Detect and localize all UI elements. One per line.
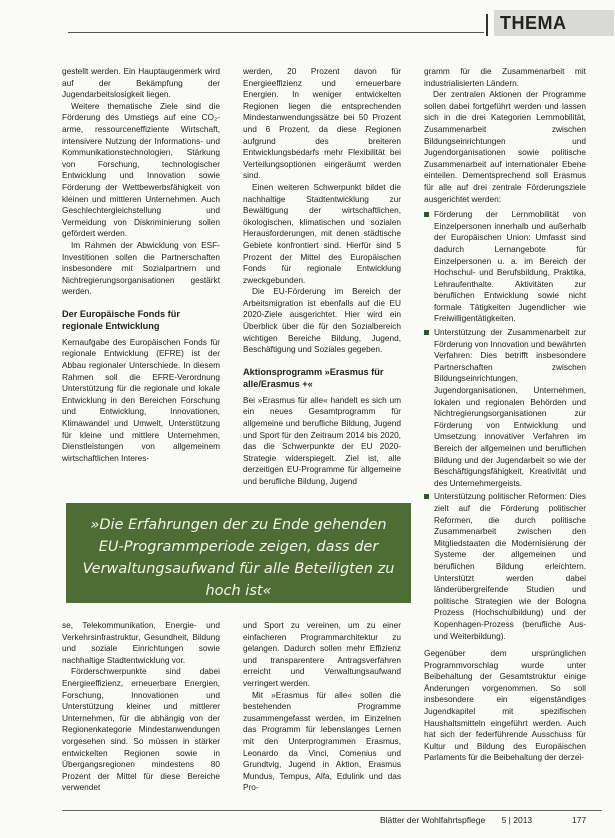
paragraph: Der zentralen Aktionen der Programme sollen dabei fortgeführt werden und lassen sich in die drei Kategorien Lernmobilität, Zusammenarbeit zwischen Bildungseinrichtungen und Jugendorganisationen sowie politische Zusammenarbeit auf internationaler Ebene einteilen. Dementsprechend soll Erasmus für alle auf drei zentrale Förderungsziele ausgerichtet werden:	[424, 89, 586, 204]
column-3	[424, 66, 586, 764]
column-2-lower	[243, 620, 401, 794]
section-label: THEMA	[494, 10, 614, 36]
footer-rule	[62, 810, 602, 811]
paragraph: werden, 20 Prozent davon für Energieeffizienz und erneuerbare Energien. In weniger entwickelten Regionen liegen die entsprechenden Mindestanwendungssätze bei 50 Prozent und 6 Prozent, da diese Regionen aufgrund des breiteren Entwicklungsbedarfs mehr Flexibilität bei Verteilungsoptionen eingeräumt werden sind.	[243, 66, 401, 181]
paragraph: gramm für die Zusammenarbeit mit industrialisierten Ländern.	[424, 66, 586, 88]
paragraph: und Sport zu vereinen, um zu einer einfacheren Programmarchitektur zu gelangen. Dadurch sollen mehr Effizienz und transparentere Antragsverfahren erreicht und Verwaltungsaufwand verringert werden.	[243, 620, 401, 688]
paragraph: se, Telekommunikation, Energie- und Verkehrsinfrastruktur, Gesundheit, Bildung und soziale Einrichtungen sowie nachhaltige Stadtentwicklung vor.	[62, 620, 220, 665]
pull-quote	[66, 503, 411, 603]
paragraph: Förderschwerpunkte sind dabei Energieeffizienz, erneuerbare Energien, Forschung, Innovationen und Unterstützung kleiner und mittlerer Unternehmen, für die abhängig von der Regionenkategorie Mindestanwendungen vorgesehen sind. So müssen in stärker entwickelten Regionen sowie in Übergangsregionen mindestens 80 Prozent der Mittel für diese Bereiche verwendet	[62, 666, 220, 793]
section-heading: Aktionsprogramm »Erasmus für alle/Erasmus +«	[243, 366, 384, 389]
paragraph: Mit »Erasmus für alle« sollen die bestehenden Programme zusammengefasst werden, im Einzelnen das Programm für lebenslanges Lernen mit den Unterprogrammen Erasmus, Leonardo da Vinci, Comenius und Grundtvig, Jugend in Aktion, Erasmus Mundus, Tempus, Alfa, Edulink und das Pro-	[243, 689, 401, 793]
list-item: Unterstützung politischer Reformen: Dies zielt auf die Förderung politischer Reformen, die durch politische Zusammenarbeit zwischen den Mitgliedstaaten die Modernisierung der Systeme der allgemeinen und beruflichen Bildung erleichtern. Unterstützt werden dabei länderübergreifende Studien und politische Strategien wie der Bologna Prozess (Hochschulbildung) und der Kopenhagen-Prozess (berufliche Aus- und Weiterbildung).	[424, 491, 586, 642]
column-1-lower	[62, 620, 220, 794]
column-1	[62, 66, 220, 464]
paragraph: Gegenüber dem ursprünglichen Programmvorschlag wurde unter Beibehaltung der Gesamtstruktur einige Änderungen vorgenommen. So soll insbesondere ein eigenständiges Jugendkapitel mit spezifischen Haushaltsmitteln eingeführt werden. Auch hat sich der federführende Ausschuss für Kultur und Bildung des Europäischen Parlaments für die Beibehaltung der derzei-	[424, 648, 586, 763]
pull-quote-text: »Die Erfahrungen der zu Ende gehenden EU-Programmperiode zeigen, dass der Verwaltungsaufwand für alle Beteiligten zu hoch ist«	[82, 517, 395, 599]
paragraph: gestellt werden. Ein Hauptaugenmerk wird auf der Bekämpfung der Jugendarbeitslosigkeit liegen.	[62, 66, 220, 100]
paragraph: Die EU-Förderung im Bereich der Arbeitsmigration ist ebenfalls auf die EU 2020-Ziele ausgerichtet. Hier wird ein Überblick über die für den Sozialbereich wichtigen Bereiche Bildung, Jugend, Beschäftigung und Soziales gegeben.	[243, 286, 401, 355]
paragraph: Weitere thematische Ziele sind die Förderung des Umstiegs auf eine CO₂-arme, ressourceneffiziente Wirtschaft, intensivere Nutzung der Informations- und Kommunikationstechnologien, Stärkung von Forschung, technologischer Entwicklung und Innovation sowie Förderung der Wettbewerbsfähigkeit von kleinen und mittleren Unternehmen. Auch Geschlechtergleichstellung und Vermeidung von Diskriminierung sollen gefördert werden.	[62, 100, 220, 239]
column-2	[243, 66, 401, 488]
bullet-list	[424, 209, 586, 642]
paragraph: Im Rahmen der Abwicklung von ESF-Investitionen sollen die Partnerschaften insbesondere mit Sozialpartnern und Nichtregierungsorganisationen gestärkt werden.	[62, 239, 220, 297]
issue-number: 5 | 2013	[501, 815, 533, 825]
page-number: 177	[572, 815, 587, 825]
paragraph: Bei »Erasmus für alle« handelt es sich um ein neues Gesamtprogramm für allgemeine und berufliche Bildung, Jugend und Sport für den Zeitraum 2014 bis 2020, das die Schwerpunkte der EU 2020-Strategie widerspiegelt. Ziel ist, alle derzeitigen EU-Programme für allgemeine und berufliche Bildung, Jugend	[243, 394, 401, 486]
header-separator	[486, 14, 488, 36]
list-item: Unterstützung der Zusammenarbeit zur Förderung von Innovation und bewährten Verfahren: Dies betrifft insbesondere Partnerschaften zwischen Bildungseinrichtungen, Jugendorganisationen, Unternehmen, lokalen und regionalen Behörden und Nichtregierungsorganisationen zur Förderung von Entwicklung und Umsetzung innovativer Verfahren im Bereich der allgemeinen und beruflichen Bildung und der Jugendarbeit so wie der Beschäftigungsfähigkeit, Kreativität und des Unternehmergeists.	[424, 327, 586, 489]
journal-name: Blätter der Wohlfahrtspflege	[380, 815, 486, 825]
paragraph: Kernaufgabe des Europäischen Fonds für regionale Entwicklung (EFRE) ist der Abbau regionaler Unterschiede. In diesem Rahmen soll die EFRE-Verordnung Unterstützung für die regionale und lokale Entwicklung in den Bereichen Forschung und Entwicklung, Innovationen, Klimawandel und Umwelt, Unterstützung für kleine und mittlere Unternehmen, Dienstleistungen von allgemeinem wirtschaftlichen Interes-	[62, 336, 220, 463]
footer	[380, 815, 587, 825]
header-rule	[68, 32, 484, 33]
list-item: Förderung der Lernmobilität von Einzelpersonen innerhalb und außerhalb der Europäischen Union: Umfasst sind dadurch Lernangebote für Einzelpersonen u. a. im Bereich der Hochschul- und Berufsbildung, Praktika, Lehraufenthalte. Aktivitäten zur beruflichen Entwicklung sowie nicht formale Tätigkeiten Jugendlicher wie Freiwilligentätigkeiten.	[424, 209, 586, 325]
paragraph: Einen weiteren Schwerpunkt bildet die nachhaltige Stadtentwicklung zur Bewältigung der wirtschaftlichen, ökologischen, klimatischen und sozialen Herausforderungen, mit denen städtische Gebiete konfrontiert sind. Hierfür sind 5 Prozent der Mittel des Europäischen Fonds für regionale Entwicklung zweckgebunden.	[243, 181, 401, 285]
section-heading: Der Europäische Fonds für regionale Entwicklung	[62, 308, 180, 331]
